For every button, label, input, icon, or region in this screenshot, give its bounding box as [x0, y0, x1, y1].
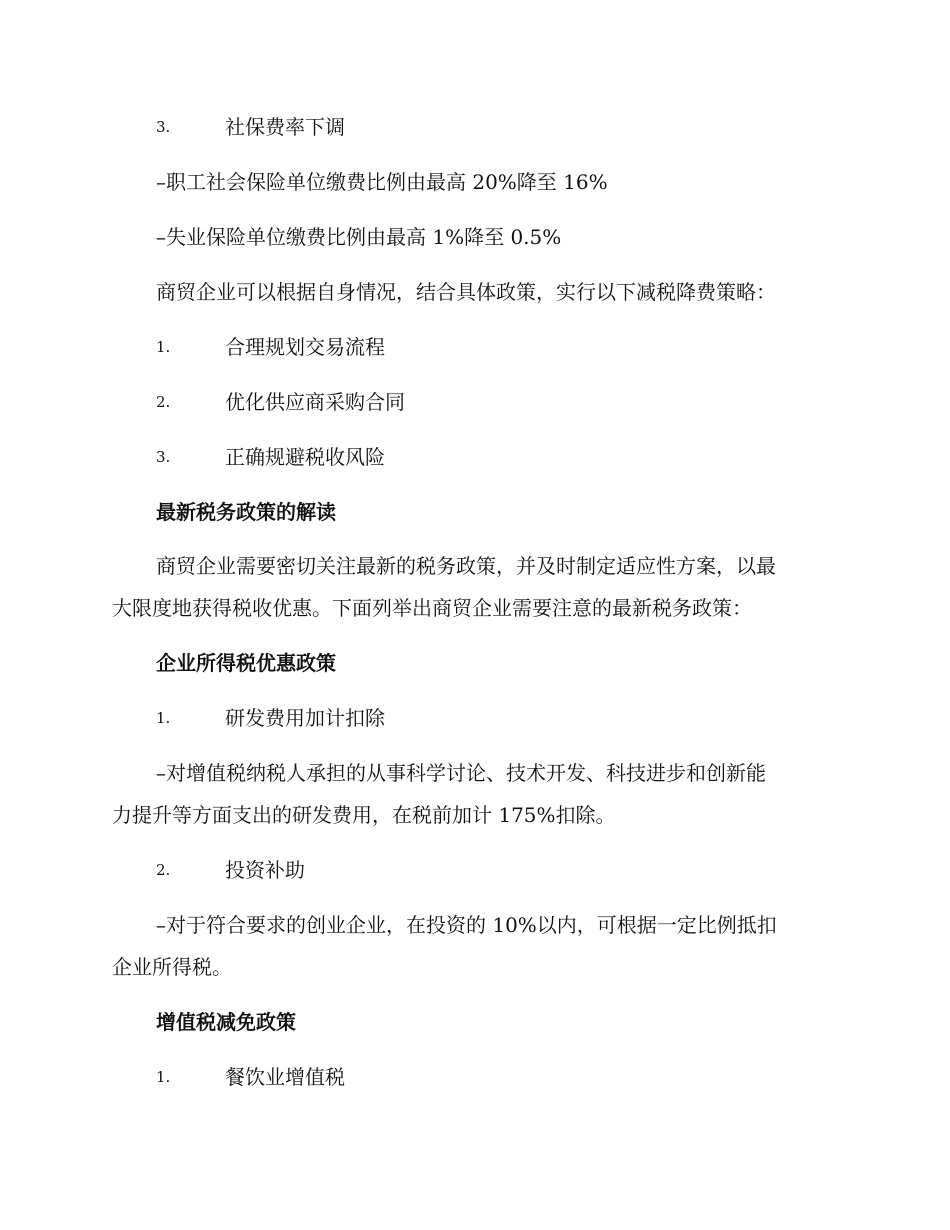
list-number: 3.	[156, 448, 171, 466]
list-text: 优化供应商采购合同	[225, 390, 405, 414]
paragraph-line: 力提升等方面支出的研发费用，在税前加计 175%扣除。	[112, 803, 616, 827]
list-text: 餐饮业增值税	[225, 1065, 345, 1089]
list-text: 研发费用加计扣除	[225, 706, 385, 730]
paragraph-line: 商贸企业需要密切关注最新的税务政策，并及时制定适应性方案，以最	[156, 554, 776, 578]
list-text: 合理规划交易流程	[225, 335, 385, 359]
list-text: 社保费率下调	[225, 115, 345, 139]
list-number: 2.	[156, 393, 171, 411]
paragraph-line: –对增值税纳税人承担的从事科学讨论、技术开发、科技进步和创新能	[156, 761, 766, 785]
list-item	[112, 441, 838, 473]
section-heading: 企业所得税优惠政策	[156, 651, 336, 675]
paragraph-line: 企业所得税。	[112, 955, 232, 979]
paragraph: –失业保险单位缴费比例由最高 1%降至 0.5%	[156, 225, 562, 249]
section-heading: 最新税务政策的解读	[156, 500, 336, 524]
list-number: 1.	[156, 338, 171, 356]
list-item	[112, 702, 838, 734]
section-heading: 增值税减免政策	[156, 1010, 296, 1034]
paragraph: –职工社会保险单位缴费比例由最高 20%降至 16%	[156, 170, 608, 194]
list-number: 1.	[156, 709, 171, 727]
list-item	[112, 386, 838, 418]
list-number: 1.	[156, 1068, 171, 1086]
list-number: 3.	[156, 118, 171, 136]
list-item	[112, 111, 838, 143]
paragraph-line: –对于符合要求的创业企业，在投资的 10%以内，可根据一定比例抵扣	[156, 913, 777, 937]
paragraph-line: 大限度地获得税收优惠。下面列举出商贸企业需要注意的最新税务政策：	[112, 596, 752, 620]
list-text: 投资补助	[225, 858, 305, 882]
list-number: 2.	[156, 861, 171, 879]
list-item	[112, 331, 838, 363]
list-text: 正确规避税收风险	[225, 445, 385, 469]
list-item	[112, 854, 838, 886]
list-item	[112, 1061, 838, 1093]
paragraph: 商贸企业可以根据自身情况，结合具体政策，实行以下减税降费策略：	[156, 280, 776, 304]
